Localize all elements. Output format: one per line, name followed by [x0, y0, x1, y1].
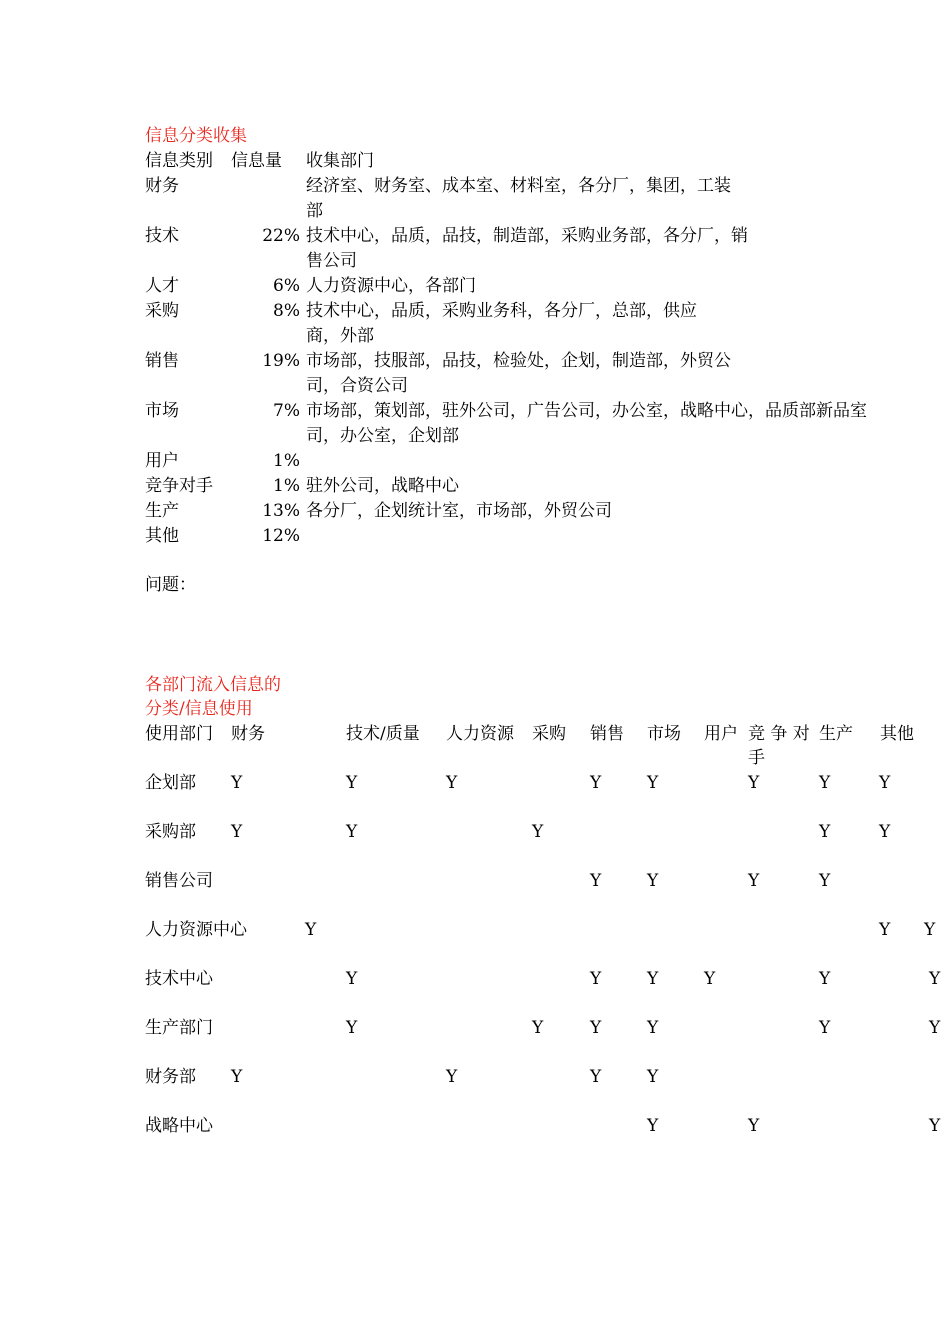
- volume-cell: 6%: [273, 276, 300, 296]
- usage-mark-tech: Y: [346, 773, 358, 793]
- row-dept-label: 财务部: [145, 1067, 196, 1087]
- usage-mark-other: Y: [879, 920, 891, 940]
- dept-cell: 市场部，策划部，驻外公司，广告公司，办公室，战略中心，品质部新品室: [306, 401, 867, 421]
- section1-title: 信息分类收集: [145, 126, 247, 146]
- category-cell: 财务: [145, 176, 179, 196]
- header-category: 信息类别: [145, 151, 213, 171]
- col-header-purchase: 采购: [532, 724, 566, 744]
- dept-cell-cont: 售公司: [306, 251, 357, 271]
- category-cell: 其他: [145, 526, 179, 546]
- dept-cell: 市场部，技服部，品技，检验处，企划，制造部，外贸公: [306, 351, 731, 371]
- usage-mark-tech: Y: [346, 969, 358, 989]
- usage-mark-purchase: Y: [532, 1018, 544, 1038]
- volume-cell: 1%: [273, 476, 300, 496]
- category-cell: 人才: [145, 276, 179, 296]
- col-header-competitor-2: 手: [748, 748, 765, 768]
- col-header-other: 其他: [880, 724, 914, 744]
- usage-mark-other: Y: [879, 822, 891, 842]
- col-header-competitor: 竞 争 对: [748, 724, 810, 744]
- dept-cell-cont: 司，办公室，企划部: [306, 426, 459, 446]
- usage-mark-other: Y: [879, 773, 891, 793]
- category-cell: 销售: [145, 351, 179, 371]
- usage-mark-market: Y: [647, 1018, 659, 1038]
- category-cell: 采购: [145, 301, 179, 321]
- usage-mark-market: Y: [647, 1116, 659, 1136]
- usage-mark-production: Y: [819, 871, 831, 891]
- usage-mark-competitor: Y: [748, 871, 760, 891]
- usage-mark-competitor: Y: [748, 773, 760, 793]
- usage-mark-sales: Y: [590, 1067, 602, 1087]
- col-header-finance: 财务: [231, 724, 265, 744]
- volume-cell: 22%: [262, 226, 300, 246]
- usage-mark-sales: Y: [590, 1018, 602, 1038]
- row-dept-label: 生产部门: [145, 1018, 213, 1038]
- col-header-hr: 人力资源: [446, 724, 514, 744]
- usage-mark-tech: Y: [346, 1018, 358, 1038]
- row-dept-label: 人力资源中心: [145, 920, 247, 940]
- dept-cell: 经济室、财务室、成本室、材料室，各分厂，集团，工装: [306, 176, 731, 196]
- usage-mark-hr_shift: Y: [305, 920, 317, 940]
- dept-cell-cont: 商，外部: [306, 326, 374, 346]
- volume-cell: 13%: [262, 501, 300, 521]
- usage-mark-competitor: Y: [748, 1116, 760, 1136]
- col-header-sales: 销售: [590, 724, 624, 744]
- row-dept-label: 技术中心: [145, 969, 213, 989]
- usage-mark-purchase: Y: [532, 822, 544, 842]
- category-cell: 竞争对手: [145, 476, 213, 496]
- category-cell: 用户: [145, 451, 179, 471]
- usage-mark-extra2: Y: [929, 1018, 941, 1038]
- volume-cell: 1%: [273, 451, 300, 471]
- usage-mark-extra2: Y: [929, 969, 941, 989]
- row-dept-label: 战略中心: [145, 1116, 213, 1136]
- usage-mark-production: Y: [819, 969, 831, 989]
- col-header-tech: 技术/质量: [346, 724, 420, 744]
- question-label: 问题：: [145, 575, 196, 595]
- usage-mark-market: Y: [647, 773, 659, 793]
- usage-mark-production: Y: [819, 1018, 831, 1038]
- row-dept-label: 企划部: [145, 773, 196, 793]
- dept-cell: 各分厂，企划统计室，市场部，外贸公司: [306, 501, 612, 521]
- header-volume: 信息量: [231, 151, 282, 171]
- usage-mark-production: Y: [819, 822, 831, 842]
- volume-cell: 8%: [273, 301, 300, 321]
- dept-cell-cont: 司，合资公司: [306, 376, 408, 396]
- col-header-dept: 使用部门: [145, 724, 213, 744]
- volume-cell: 19%: [262, 351, 300, 371]
- category-cell: 生产: [145, 501, 179, 521]
- usage-mark-market: Y: [647, 871, 659, 891]
- col-header-user: 用户: [704, 724, 738, 744]
- usage-mark-hr: Y: [446, 773, 458, 793]
- usage-mark-finance: Y: [231, 773, 243, 793]
- section2-title-line1: 各部门流入信息的: [145, 675, 281, 695]
- usage-mark-sales: Y: [590, 871, 602, 891]
- usage-mark-sales: Y: [590, 969, 602, 989]
- usage-mark-extra2: Y: [929, 1116, 941, 1136]
- header-depts: 收集部门: [306, 151, 374, 171]
- category-cell: 技术: [145, 226, 179, 246]
- volume-cell: 12%: [262, 526, 300, 546]
- usage-mark-finance: Y: [231, 1067, 243, 1087]
- dept-cell-cont: 部: [306, 201, 323, 221]
- usage-mark-finance: Y: [231, 822, 243, 842]
- category-cell: 市场: [145, 401, 179, 421]
- usage-mark-market: Y: [647, 969, 659, 989]
- dept-cell: 技术中心，品质，品技，制造部，采购业务部，各分厂，销: [306, 226, 748, 246]
- usage-mark-sales: Y: [590, 773, 602, 793]
- usage-mark-market: Y: [647, 1067, 659, 1087]
- usage-mark-tech: Y: [346, 822, 358, 842]
- usage-mark-user: Y: [704, 969, 716, 989]
- dept-cell: 驻外公司，战略中心: [306, 476, 459, 496]
- col-header-production: 生产: [819, 724, 853, 744]
- col-header-market: 市场: [647, 724, 681, 744]
- usage-mark-extra: Y: [924, 920, 936, 940]
- row-dept-label: 销售公司: [145, 871, 213, 891]
- section2-title-line2: 分类/信息使用: [145, 699, 253, 719]
- dept-cell: 技术中心，品质，采购业务科，各分厂，总部，供应: [306, 301, 697, 321]
- dept-cell: 人力资源中心，各部门: [306, 276, 476, 296]
- volume-cell: 7%: [273, 401, 300, 421]
- usage-mark-hr: Y: [446, 1067, 458, 1087]
- usage-mark-production: Y: [819, 773, 831, 793]
- row-dept-label: 采购部: [145, 822, 196, 842]
